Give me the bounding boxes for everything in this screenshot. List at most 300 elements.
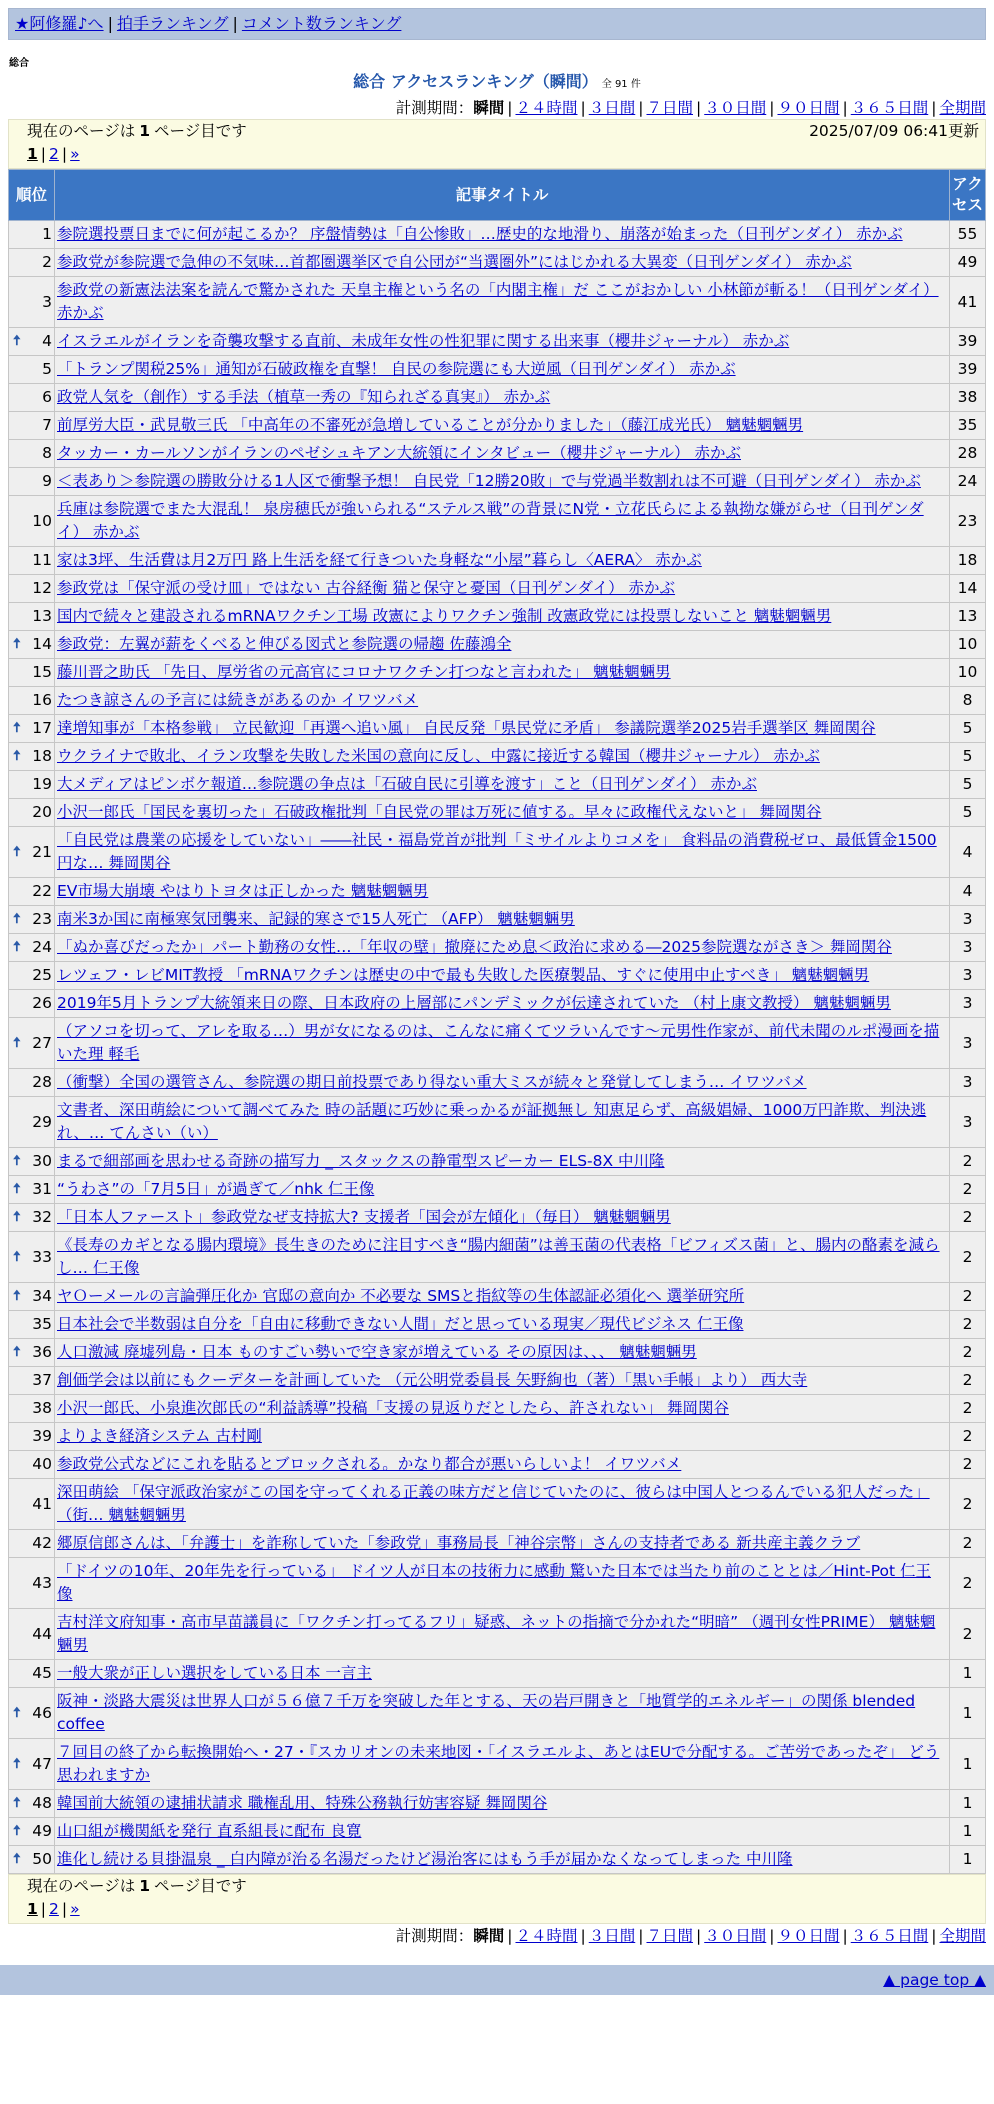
article-link[interactable]: イスラエルがイランを奇襲攻撃する直前、未成年女性の性犯罪に関する出来事（櫻井ジャーナル） 赤かぶ xyxy=(57,332,790,350)
rank-cell xyxy=(9,1818,55,1846)
pagination-bottom-current-page-text xyxy=(27,1875,247,1897)
pager-separator: | xyxy=(61,1900,68,1918)
rank-up-arrow-icon: 🠅 xyxy=(13,1795,21,1811)
access-count: 41 xyxy=(950,277,986,328)
title-cell xyxy=(55,715,950,743)
article-link[interactable]: 山口組が機関紙を発行 直系組長に配布 良寛 xyxy=(57,1822,362,1840)
period-link[interactable]: ３６５日間 xyxy=(850,99,929,117)
article-link[interactable]: 国内で続々と建設されるmRNAワクチン工場 改憲によりワクチン強制 改憲政党には投票しないこと 魑魅魍魎男 xyxy=(57,607,832,625)
total-count: 全 91 件 xyxy=(601,79,641,90)
title-cell xyxy=(55,1558,950,1609)
period-selector xyxy=(8,97,986,119)
article-link[interactable]: 韓国前大統領の逮捕状請求 職権乱用、特殊公務執行妨害容疑 舞岡関谷 xyxy=(57,1794,548,1812)
table-row xyxy=(9,1479,986,1530)
access-count: 23 xyxy=(950,496,986,547)
current-page-pre: 現在のページは xyxy=(27,1877,136,1895)
rank-number: 25 xyxy=(32,966,52,984)
title-cell xyxy=(55,1688,950,1739)
period-link[interactable]: ３日間 xyxy=(588,99,636,117)
page-current: 1 xyxy=(27,145,38,163)
title-cell xyxy=(55,1739,950,1790)
access-count: 39 xyxy=(950,328,986,356)
article-link[interactable]: 郷原信郎さんは、「弁護士」を詐称していた「参政党」事務局長「神谷宗幣」さんの支持者である 新共産主義クラブ xyxy=(57,1534,861,1552)
period-bottom-link[interactable]: 全期間 xyxy=(939,1927,986,1945)
table-row xyxy=(9,1530,986,1558)
rank-number: 12 xyxy=(32,579,52,597)
table-row xyxy=(9,906,986,934)
title-cell xyxy=(55,878,950,906)
article-link[interactable]: 創価学会は以前にもクーデターを計画していた （元公明党委員長 矢野絢也（著）「黒い手帳」より） 西大寺 xyxy=(57,1371,808,1389)
pagination-box-bottom xyxy=(8,1874,986,1924)
article-link[interactable]: ＜表あり＞参院選の勝敗分ける1人区で衝撃予想！ 自民党「12勝20敗」で与党過半数割れは不可避（日刊ゲンダイ） 赤かぶ xyxy=(57,472,921,490)
rank-number: 37 xyxy=(32,1371,52,1389)
rank-number: 24 xyxy=(32,938,52,956)
article-link[interactable]: 文書者、深田萌絵について調べてみた 時の話題に巧妙に乗っかるが証拠無し 知恵足らず、高級娼婦、1000万円詐欺、判決逃れ、… てんさい（い） xyxy=(57,1101,927,1142)
title-cell xyxy=(55,799,950,827)
rank-cell xyxy=(9,1311,55,1339)
article-link[interactable]: 参政党公式などにこれを貼るとブロックされる。かなり都合が悪いらしいよ！ イワツバメ xyxy=(57,1455,682,1473)
table-row xyxy=(9,328,986,356)
rank-number: 44 xyxy=(32,1624,52,1643)
table-row xyxy=(9,1846,986,1874)
article-link[interactable]: ７回目の終了から転換開始へ・27・『スカリオンの未来地図・「イスラエルよ、あとはEUで分配する。ご苦労であったぞ」 どう思われますか xyxy=(57,1743,940,1784)
access-count: 1 xyxy=(950,1846,986,1874)
period-separator: | xyxy=(769,99,775,117)
rank-cell xyxy=(9,827,55,878)
table-row xyxy=(9,440,986,468)
rank-cell xyxy=(9,440,55,468)
period-separator: | xyxy=(931,99,937,117)
rank-cell xyxy=(9,1204,55,1232)
article-link[interactable]: 前厚労大臣・武見敬三氏 「中高年の不審死が急増していることが分かりました」（藤江成光氏） 魑魅魍魎男 xyxy=(57,416,804,434)
title-cell xyxy=(55,827,950,878)
article-link[interactable]: 「日本人ファースト」参政党なぜ支持拡大? 支援者「国会が左傾化」（毎日） 魑魅魍魎男 xyxy=(57,1208,671,1226)
title-cell xyxy=(55,1451,950,1479)
article-link[interactable]: ウクライナで敗北、イラン攻撃を失敗した米国の意向に反し、中露に接近する韓国（櫻井ジャーナル） 赤かぶ xyxy=(57,747,820,765)
next-page-link[interactable]: » xyxy=(70,145,80,163)
period-separator: | xyxy=(580,1927,586,1945)
rank-number: 16 xyxy=(32,691,52,709)
access-count: 49 xyxy=(950,249,986,277)
table-row xyxy=(9,934,986,962)
access-count: 5 xyxy=(950,771,986,799)
table-row xyxy=(9,827,986,878)
table-row xyxy=(9,412,986,440)
rank-up-arrow-icon: 🠅 xyxy=(13,911,21,927)
article-link[interactable]: EV市場大崩壊 やはりトヨタは正しかった 魑魅魍魎男 xyxy=(57,882,429,900)
access-count: 10 xyxy=(950,659,986,687)
article-link[interactable]: 「ドイツの10年、20年先を行っている」 ドイツ人が日本の技術力に感動 驚いた日本では当たり前のこととは／Hint-Pot 仁王像 xyxy=(57,1562,931,1603)
pagination-pager xyxy=(27,142,979,166)
section-tag: 総合 xyxy=(9,58,29,69)
rank-cell xyxy=(9,1148,55,1176)
access-count: 4 xyxy=(950,878,986,906)
home-link[interactable]: ★阿修羅♪へ xyxy=(15,14,104,33)
article-link[interactable]: 参院選投票日までに何が起こるか？ 序盤情勢は「自公惨敗」…歴史的な地滑り、崩落が始まった（日刊ゲンダイ） 赤かぶ xyxy=(57,225,903,243)
access-count: 24 xyxy=(950,468,986,496)
article-link[interactable]: （アソコを切って、アレを取る…）男が女になるのは、こんなに痛くてツラいんです〜元男性作家が、前代未聞のルポ漫画を描いた理 軽毛 xyxy=(57,1022,940,1063)
title-cell xyxy=(55,603,950,631)
article-link[interactable]: 阪神・淡路大震災は世界人口が５６億７千万を突破した年とする、天の岩戸開きと「地質学的エネルギー」の関係 blended coffee xyxy=(57,1692,916,1733)
period-separator: | xyxy=(769,1927,775,1945)
rank-cell xyxy=(9,1232,55,1283)
title-cell xyxy=(55,990,950,1018)
rank-up-arrow-icon: 🠅 xyxy=(13,1209,21,1225)
updated-timestamp: 2025/07/09 06:41更新 xyxy=(809,122,979,140)
title-cell xyxy=(55,1339,950,1367)
article-link[interactable]: 小沢一郎氏「国民を裏切った」石破政権批判「自民党の罪は万死に値する。早々に政権代えないと」 舞岡関谷 xyxy=(57,803,822,821)
access-count: 3 xyxy=(950,906,986,934)
title-cell xyxy=(55,631,950,659)
rank-number: 9 xyxy=(42,472,52,490)
table-row xyxy=(9,743,986,771)
access-count: 2 xyxy=(950,1311,986,1339)
clap-ranking-link[interactable]: 拍手ランキング xyxy=(116,14,229,33)
rank-cell xyxy=(9,277,55,328)
period-bottom-link[interactable]: ９０日間 xyxy=(777,1927,840,1945)
access-count: 28 xyxy=(950,440,986,468)
access-count: 2 xyxy=(950,1530,986,1558)
title-cell xyxy=(55,575,950,603)
title-cell xyxy=(55,1311,950,1339)
rank-cell xyxy=(9,412,55,440)
article-link[interactable]: （衝撃）全国の選管さん、参院選の期日前投票であり得ない重大ミスが続々と発覚してしまう… イワツバメ xyxy=(57,1073,807,1091)
rank-cell xyxy=(9,715,55,743)
period-separator: | xyxy=(696,99,702,117)
table-row xyxy=(9,1069,986,1097)
access-count: 2 xyxy=(950,1558,986,1609)
pager-separator: | xyxy=(40,1900,47,1918)
article-link[interactable]: 参政党の新憲法法案を読んで驚かされた 天皇主権という名の「内閣主権」だ ここがおかしい 小林節が斬る！（日刊ゲンダイ） 赤かぶ xyxy=(57,281,939,322)
rank-cell xyxy=(9,1688,55,1739)
rank-number: 15 xyxy=(32,663,52,681)
table-row xyxy=(9,799,986,827)
rank-cell xyxy=(9,1660,55,1688)
current-page-post: ページ目です xyxy=(154,1877,247,1895)
rank-cell xyxy=(9,468,55,496)
rank-number: 33 xyxy=(32,1247,52,1266)
article-link[interactable]: 藤川晋之助氏 「先日、厚労省の元高官にコロナワクチン打つなと言われた」 魑魅魍魎男 xyxy=(57,663,671,681)
nav-separator: | xyxy=(107,14,113,33)
title-cell xyxy=(55,1818,950,1846)
access-count: 1 xyxy=(950,1660,986,1688)
ranking-table xyxy=(8,169,986,1874)
comment-ranking-link[interactable]: コメント数ランキング xyxy=(241,14,402,33)
period-link[interactable]: ２４時間 xyxy=(515,99,578,117)
rank-cell xyxy=(9,659,55,687)
article-link[interactable]: 政党人気を（創作）する手法（植草一秀の『知られざる真実』） 赤かぶ xyxy=(57,388,551,406)
article-link[interactable]: 南米3か国に南極寒気団襲来、記録的寒さで15人死亡 （AFP） 魑魅魍魎男 xyxy=(57,910,575,928)
rank-number: 20 xyxy=(32,803,52,821)
rank-cell xyxy=(9,1558,55,1609)
rank-cell xyxy=(9,1018,55,1069)
rank-cell xyxy=(9,1283,55,1311)
period-bottom-label: 計測期間： xyxy=(395,1927,474,1945)
article-link[interactable]: 《長寿のカギとなる腸内環境》長生きのために注目すべき“腸内細菌”は善玉菌の代表格「ビフィズス菌」と、腸内の酪素を減らし… 仁王像 xyxy=(57,1236,940,1277)
access-count: 2 xyxy=(950,1395,986,1423)
article-link[interactable]: 進化し続ける貝掛温泉 _ 白内障が治る名湯だったけど湯治客にはもう手が届かなくなってしまった 中川隆 xyxy=(57,1850,793,1868)
access-count: 35 xyxy=(950,412,986,440)
article-link[interactable]: 参政党：左翼が薪をくべると伸びる図式と参院選の帰趨 佐藤鴻全 xyxy=(57,635,512,653)
rank-number: 49 xyxy=(32,1822,52,1840)
article-link[interactable]: 吉村洋文府知事・高市早苗議員に「ワクチン打ってるフリ」疑惑、ネットの指摘で分かれた“明暗” （週刊女性PRIME） 魑魅魍魎男 xyxy=(57,1613,936,1654)
title-cell xyxy=(55,440,950,468)
access-count: 2 xyxy=(950,1232,986,1283)
rank-number: 4 xyxy=(42,332,52,350)
table-row xyxy=(9,771,986,799)
pagination-status-row xyxy=(27,120,979,142)
title-cell xyxy=(55,1530,950,1558)
article-link[interactable]: たつき諒さんの予言には続きがあるのか イワツバメ xyxy=(57,691,419,709)
title-cell xyxy=(55,1609,950,1660)
current-page-number: 1 xyxy=(139,1877,150,1895)
header-access: アクセス xyxy=(950,170,986,221)
title-cell xyxy=(55,687,950,715)
article-link[interactable]: 2019年5月トランプ大統領来日の際、日本政府の上層部にパンデミックが伝達されていた （村上康文教授） 魑魅魍魎男 xyxy=(57,994,891,1012)
table-row xyxy=(9,1423,986,1451)
access-count: 3 xyxy=(950,1097,986,1148)
table-row xyxy=(9,1339,986,1367)
rank-cell xyxy=(9,1790,55,1818)
access-count: 8 xyxy=(950,687,986,715)
table-row xyxy=(9,962,986,990)
rank-number: 19 xyxy=(32,775,52,793)
article-link[interactable]: 「ぬか喜びだったか」パート勤務の女性…「年収の壁」撤廃にため息＜政治に求める―2025参院選ながさき＞ 舞岡関谷 xyxy=(57,938,892,956)
title-cell xyxy=(55,384,950,412)
title-cell xyxy=(55,1018,950,1069)
rank-number: 14 xyxy=(32,635,52,653)
table-row xyxy=(9,1395,986,1423)
title-cell xyxy=(55,221,950,249)
page-link[interactable]: 2 xyxy=(49,1900,59,1918)
rank-cell xyxy=(9,547,55,575)
table-row xyxy=(9,715,986,743)
table-row xyxy=(9,1790,986,1818)
article-link[interactable]: レツェフ・レビMIT教授 「mRNAワクチンは歴史の中で最も失敗した医療製品、すぐに使用中止すべき」 魑魅魍魎男 xyxy=(57,966,870,984)
article-link[interactable]: 兵庫は参院選でまた大混乱！ 泉房穂氏が強いられる“ステルス戦”の背景にN党・立花氏らによる執拗な嫌がらせ（日刊ゲンダイ） 赤かぶ xyxy=(57,500,924,541)
access-count: 2 xyxy=(950,1479,986,1530)
access-count: 2 xyxy=(950,1451,986,1479)
rank-number: 50 xyxy=(32,1850,52,1868)
rank-cell xyxy=(9,906,55,934)
rank-number: 21 xyxy=(32,842,52,861)
period-bottom-link[interactable]: ３日間 xyxy=(588,1927,636,1945)
article-link[interactable]: 参政党が参院選で急伸の不気味…首都圏選挙区で自公団が“当選圏外”にはじかれる大異変（日刊ゲンダイ） 赤かぶ xyxy=(57,253,852,271)
rank-up-arrow-icon: 🠅 xyxy=(13,333,21,349)
title-cell xyxy=(55,328,950,356)
article-link[interactable]: 一般大衆が正しい選択をしている日本 一言主 xyxy=(57,1664,372,1682)
rank-cell xyxy=(9,1367,55,1395)
rank-up-arrow-icon: 🠅 xyxy=(13,1181,21,1197)
period-selector-bottom xyxy=(8,1925,986,1947)
top-nav xyxy=(8,8,986,40)
rank-cell xyxy=(9,603,55,631)
title-cell xyxy=(55,412,950,440)
period-link[interactable]: ７日間 xyxy=(646,99,693,117)
rank-cell xyxy=(9,934,55,962)
rank-up-arrow-icon: 🠅 xyxy=(13,1704,21,1721)
period-link[interactable]: 全期間 xyxy=(939,99,986,117)
rank-number: 5 xyxy=(42,360,52,378)
table-row xyxy=(9,356,986,384)
rank-number: 30 xyxy=(32,1152,52,1170)
ranking-body xyxy=(9,221,986,1874)
access-count: 5 xyxy=(950,715,986,743)
rank-up-arrow-icon: 🠅 xyxy=(13,1034,21,1051)
rank-number: 47 xyxy=(32,1754,52,1773)
table-row xyxy=(9,687,986,715)
access-count: 18 xyxy=(950,547,986,575)
table-row xyxy=(9,221,986,249)
rank-number: 34 xyxy=(32,1287,52,1305)
period-separator: | xyxy=(931,1927,937,1945)
article-link[interactable]: タッカー・カールソンがイランのペゼシュキアン大統領にインタビュー（櫻井ジャーナル） 赤かぶ xyxy=(57,444,741,462)
title-cell xyxy=(55,1176,950,1204)
period-current: 瞬間 xyxy=(473,99,505,117)
current-page-pre: 現在のページは xyxy=(27,122,136,140)
period-bottom-current: 瞬間 xyxy=(473,1927,505,1945)
article-link[interactable]: 人口激減 廃墟列島・日本 ものすごい勢いで空き家が増えている その原因は、、、 魑魅魍魎男 xyxy=(57,1343,697,1361)
rank-number: 32 xyxy=(32,1208,52,1226)
table-row xyxy=(9,1283,986,1311)
rank-number: 13 xyxy=(32,607,52,625)
article-link[interactable]: 深田萌絵 「保守派政治家がこの国を守ってくれる正義の味方だと信じていたのに、彼らは中国人とつるんでいる犯人だった」（街… 魑魅魍魎男 xyxy=(57,1483,930,1524)
table-row xyxy=(9,575,986,603)
rank-number: 35 xyxy=(32,1315,52,1333)
rank-cell xyxy=(9,1339,55,1367)
access-count: 3 xyxy=(950,1018,986,1069)
article-link[interactable]: 「自民党は農業の応援をしていない」――社民・福島党首が批判「ミサイルよりコメを」 食料品の消費税ゼロ、最低賃金1500円な… 舞岡関谷 xyxy=(57,831,937,872)
period-bottom-link[interactable]: ３０日間 xyxy=(704,1927,767,1945)
current-page-post: ページ目です xyxy=(154,122,247,140)
period-label: 計測期間： xyxy=(395,99,474,117)
rank-number: 10 xyxy=(32,511,52,530)
period-bottom-link[interactable]: ３６５日間 xyxy=(850,1927,929,1945)
rank-number: 7 xyxy=(42,416,52,434)
article-link[interactable]: 日本社会で半数弱は自分を「自由に移動できない人間」だと思っている現実／現代ビジネス 仁王像 xyxy=(57,1315,744,1333)
period-bottom-link[interactable]: ２４時間 xyxy=(515,1927,578,1945)
table-row xyxy=(9,659,986,687)
rank-cell xyxy=(9,743,55,771)
table-row xyxy=(9,468,986,496)
pager-separator: | xyxy=(40,145,47,163)
page-top-link[interactable]: ▲ page top ▲ xyxy=(883,1971,986,1989)
article-link[interactable]: 家は3坪、生活費は月2万円 路上生活を経て行きついた身軽な“小屋”暮らし〈AERA〉 赤かぶ xyxy=(57,551,702,569)
table-row xyxy=(9,878,986,906)
pagination-bottom-pager xyxy=(27,1897,979,1921)
rank-cell xyxy=(9,356,55,384)
title-cell xyxy=(55,1395,950,1423)
rank-up-arrow-icon: 🠅 xyxy=(13,1823,21,1839)
table-row xyxy=(9,1148,986,1176)
rank-cell xyxy=(9,687,55,715)
rank-number: 41 xyxy=(32,1494,52,1513)
table-row xyxy=(9,1451,986,1479)
period-link[interactable]: ９０日間 xyxy=(777,99,840,117)
access-count: 3 xyxy=(950,1069,986,1097)
period-separator: | xyxy=(507,1927,513,1945)
article-link[interactable]: よりよき経済システム 古村剛 xyxy=(57,1427,262,1445)
article-link[interactable]: 達増知事が「本格参戦」 立民歓迎「再選へ追い風」 自民反発「県民党に矛盾」 参議院選挙2025岩手選挙区 舞岡関谷 xyxy=(57,719,876,737)
table-row xyxy=(9,1018,986,1069)
rank-number: 18 xyxy=(32,747,52,765)
table-row xyxy=(9,1204,986,1232)
article-link[interactable]: ヤＯーメールの言論弾圧化か 官邸の意向か 不必要な SMSと指紋等の生体認証必須化へ 選挙研究所 xyxy=(57,1287,745,1305)
rank-number: 36 xyxy=(32,1343,52,1361)
access-count: 5 xyxy=(950,799,986,827)
period-link[interactable]: ３０日間 xyxy=(704,99,767,117)
period-separator: | xyxy=(696,1927,702,1945)
rank-cell xyxy=(9,575,55,603)
rank-number: 1 xyxy=(42,225,52,243)
rank-up-arrow-icon: 🠅 xyxy=(13,1755,21,1772)
period-bottom-link[interactable]: ７日間 xyxy=(646,1927,693,1945)
access-count: 5 xyxy=(950,743,986,771)
title-cell xyxy=(55,1283,950,1311)
title-cell xyxy=(55,1097,950,1148)
title-cell xyxy=(55,249,950,277)
page-link[interactable]: 2 xyxy=(49,145,59,163)
pager-separator: | xyxy=(61,145,68,163)
rank-number: 26 xyxy=(32,994,52,1012)
article-link[interactable]: 大メディアはピンボケ報道…参院選の争点は「石破自民に引導を渡す」こと（日刊ゲンダイ） 赤かぶ xyxy=(57,775,757,793)
rank-cell xyxy=(9,496,55,547)
access-count: 10 xyxy=(950,631,986,659)
title-cell xyxy=(55,1069,950,1097)
title-cell xyxy=(55,1660,950,1688)
rank-cell xyxy=(9,799,55,827)
rank-cell xyxy=(9,1479,55,1530)
page-title xyxy=(8,71,986,96)
rank-cell xyxy=(9,1395,55,1423)
rank-cell xyxy=(9,962,55,990)
ranking-title: 総合 アクセスランキング（瞬間） xyxy=(353,72,598,91)
rank-up-arrow-icon: 🠅 xyxy=(13,720,21,736)
article-link[interactable]: 「トランプ関税25%」通知が石破政権を直撃！ 自民の参院選にも大逆風（日刊ゲンダイ） 赤かぶ xyxy=(57,360,736,378)
rank-up-arrow-icon: 🠅 xyxy=(13,843,21,860)
rank-number: 11 xyxy=(32,551,52,569)
title-cell xyxy=(55,1148,950,1176)
period-separator: | xyxy=(507,99,513,117)
rank-cell xyxy=(9,1846,55,1874)
article-link[interactable]: 小沢一郎氏、小泉進次郎氏の“利益誘導”投稿「支援の見返りだとしたら、許されない」 舞岡関谷 xyxy=(57,1399,729,1417)
access-count: 2 xyxy=(950,1367,986,1395)
title-cell xyxy=(55,1367,950,1395)
rank-number: 31 xyxy=(32,1180,52,1198)
rank-number: 27 xyxy=(32,1033,52,1052)
rank-number: 29 xyxy=(32,1112,52,1131)
table-row xyxy=(9,1660,986,1688)
article-link[interactable]: “うわさ”の「7月5日」が過ぎて／nhk 仁王像 xyxy=(57,1180,375,1198)
rank-cell xyxy=(9,1097,55,1148)
rank-cell xyxy=(9,990,55,1018)
period-separator: | xyxy=(638,1927,644,1945)
title-cell xyxy=(55,659,950,687)
access-count: 3 xyxy=(950,990,986,1018)
access-count: 55 xyxy=(950,221,986,249)
title-cell xyxy=(55,906,950,934)
rank-cell xyxy=(9,1069,55,1097)
access-count: 2 xyxy=(950,1339,986,1367)
header-rank: 順位 xyxy=(9,170,55,221)
access-count: 39 xyxy=(950,356,986,384)
article-link[interactable]: 参政党は「保守派の受け皿」ではない 古谷経衡 猫と保守と憂国（日刊ゲンダイ） 赤かぶ xyxy=(57,579,676,597)
next-page-link[interactable]: » xyxy=(70,1900,80,1918)
article-link[interactable]: まるで細部画を思わせる奇跡の描写力 _ スタックスの静電型スピーカー ELS-8X 中川隆 xyxy=(57,1152,665,1170)
page-current: 1 xyxy=(27,1900,38,1918)
rank-number: 45 xyxy=(32,1664,52,1682)
nav-separator: | xyxy=(232,14,238,33)
